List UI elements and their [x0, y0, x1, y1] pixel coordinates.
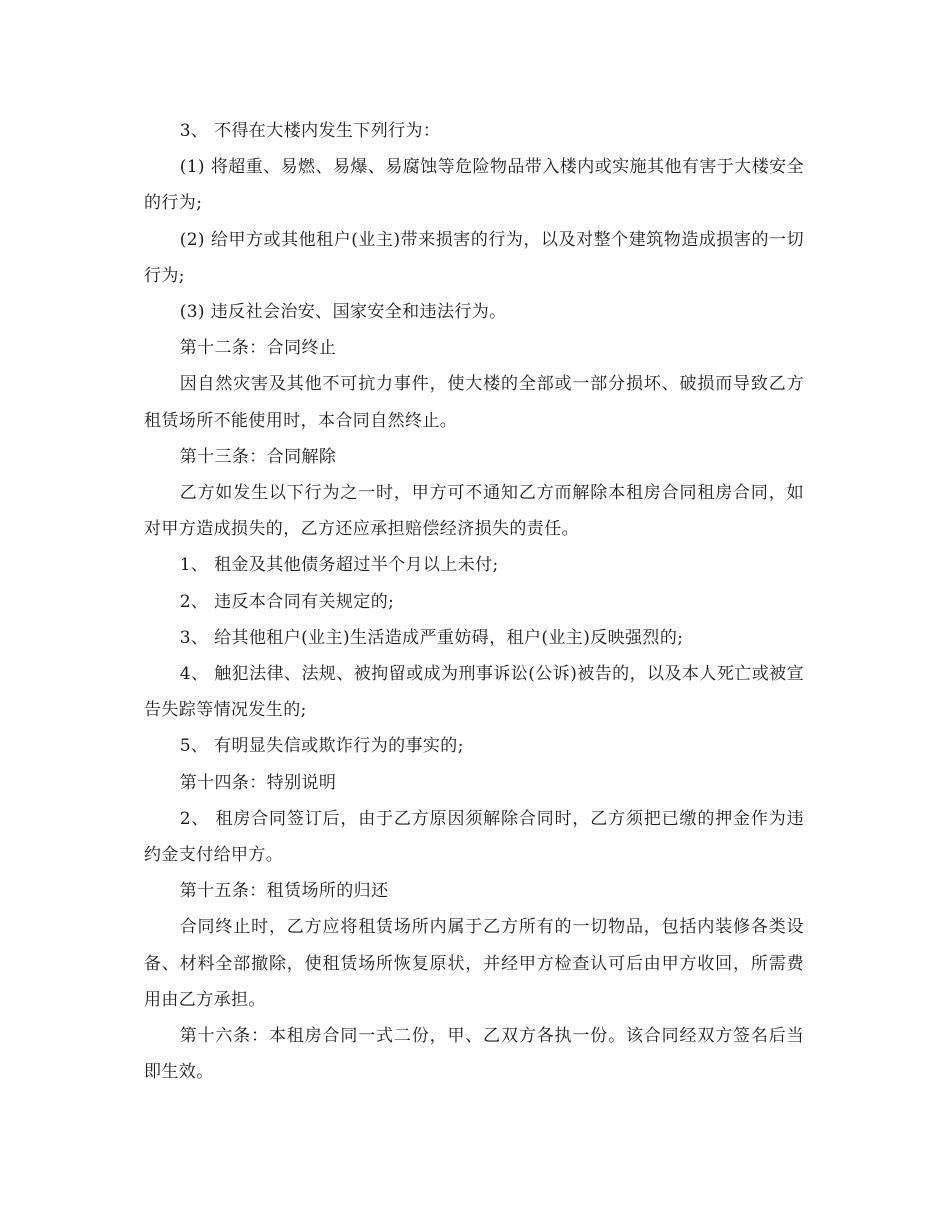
- prohibited-act-2: (2) 给甲方或其他租户(业主)带来损害的行为，以及对整个建筑物造成损害的一切行为;: [144, 229, 804, 286]
- document-body: [144, 113, 804, 1090]
- prohibited-act-1: (1) 将超重、易燃、易爆、易腐蚀等危险物品带入楼内或实施其他有害于大楼安全的行为;: [144, 157, 804, 214]
- clause-3-prohibited-acts: 3、 不得在大楼内发生下列行为：: [179, 121, 441, 141]
- termination-item-5: 5、 有明显失信或欺诈行为的事实的;: [179, 736, 464, 757]
- article-12-body: 因自然灾害及其他不可抗力事件，使大楼的全部或一部分损坏、破损而导致乙方租赁场所不能使用时，本合同自然终止。: [144, 374, 804, 431]
- article-14-item-2: 2、 租房合同签订后，由于乙方原因须解除合同时，乙方须把已缴的押金作为违约金支付给甲方。: [144, 808, 804, 866]
- article-15-body: 合同终止时，乙方应将租赁场所内属于乙方所有的一切物品，包括内装修各类设备、材料全部撤除，使租赁场所恢复原状，并经甲方检查认可后由甲方收回，所需费用由乙方承担。: [144, 917, 804, 1010]
- termination-item-3: 3、 给其他租户(业主)生活造成严重妨碍，租户(业主)反映强烈的;: [179, 627, 684, 648]
- article-13-heading: 第十三条：合同解除: [179, 446, 337, 467]
- termination-item-1: 1、 租金及其他债务超过半个月以上未付;: [179, 555, 499, 576]
- prohibited-act-3: (3) 违反社会治安、国家安全和违法行为。: [179, 302, 507, 323]
- article-15-heading: 第十五条：租赁场所的归还: [179, 881, 389, 902]
- article-12-heading: 第十二条：合同终止: [179, 338, 337, 359]
- article-16-body: 第十六条：本租房合同一式二份，甲、乙双方各执一份。该合同经双方签名后当即生效。: [144, 1026, 804, 1083]
- termination-item-2: 2、 违反本合同有关规定的;: [179, 591, 395, 612]
- article-13-body: 乙方如发生以下行为之一时，甲方可不通知乙方而解除本租房合同租房合同，如对甲方造成损失的，乙方还应承担赔偿经济损失的责任。: [144, 483, 804, 540]
- termination-item-4: 4、 触犯法律、法规、被拘留或成为刑事诉讼(公诉)被告的，以及本人死亡或被宣告失踪等情况发生的;: [144, 664, 804, 721]
- article-14-heading: 第十四条：特别说明: [179, 772, 337, 793]
